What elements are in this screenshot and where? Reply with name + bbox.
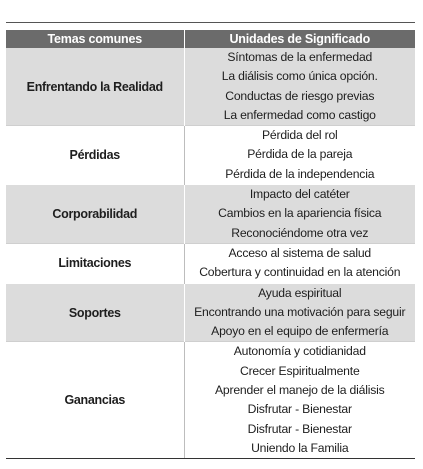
units-cell bbox=[184, 243, 415, 283]
themes-table bbox=[6, 30, 415, 459]
unit-item: Uniendo la Familia bbox=[251, 440, 349, 455]
units-cell bbox=[184, 48, 415, 126]
unit-item: Disfrutar - Bienestar bbox=[247, 402, 352, 417]
units-cell bbox=[184, 126, 415, 185]
table-header-row bbox=[6, 30, 415, 48]
table-row bbox=[6, 283, 415, 342]
table-row bbox=[6, 48, 415, 126]
theme-cell: Limitaciones bbox=[6, 243, 184, 283]
theme-cell: Enfrentando la Realidad bbox=[6, 48, 184, 126]
unit-item: Conductas de riesgo previas bbox=[225, 88, 375, 103]
unit-item: Pérdida de la independencia bbox=[225, 166, 375, 181]
unit-item: Pérdida de la pareja bbox=[247, 147, 353, 162]
unit-item: Impacto del catéter bbox=[249, 187, 350, 202]
unit-item: Disfrutar - Bienestar bbox=[247, 421, 352, 436]
theme-cell: Corporabilidad bbox=[6, 185, 184, 244]
unit-item: Ayuda espiritual bbox=[258, 285, 342, 300]
unit-item: Síntomas de la enfermedad bbox=[227, 50, 373, 64]
unit-item: Encontrando una motivación para seguir bbox=[194, 304, 406, 319]
theme-cell: Pérdidas bbox=[6, 126, 184, 185]
units-cell bbox=[184, 342, 415, 459]
table-row bbox=[6, 243, 415, 283]
top-rule bbox=[6, 22, 415, 23]
unit-item: La enfermedad como castigo bbox=[223, 107, 376, 122]
unit-item: Apoyo en el equipo de enfermería bbox=[211, 324, 389, 339]
units-cell bbox=[184, 185, 415, 244]
theme-cell: Soportes bbox=[6, 283, 184, 342]
unit-item: Acceso al sistema de salud bbox=[228, 245, 371, 260]
unit-item: Reconociéndome otra vez bbox=[231, 225, 369, 240]
unit-item: Crecer Espiritualmente bbox=[239, 363, 360, 378]
units-cell bbox=[184, 283, 415, 342]
table-row bbox=[6, 185, 415, 244]
unit-item: Aprender el manejo de la diálisis bbox=[214, 383, 385, 398]
table-row bbox=[6, 126, 415, 185]
unit-item: Cambios en la apariencia física bbox=[218, 206, 382, 221]
theme-cell: Ganancias bbox=[6, 342, 184, 459]
unit-item: Cobertura y continuidad en la atención bbox=[199, 265, 401, 280]
unit-item: Pérdida del rol bbox=[261, 128, 338, 143]
unit-item: Autonomía y cotidianidad bbox=[233, 344, 366, 359]
table-row bbox=[6, 342, 415, 459]
header-common-themes: Temas comunes bbox=[6, 30, 184, 48]
unit-item: La diálisis como única opción. bbox=[221, 69, 378, 84]
header-meaning-units: Unidades de Significado bbox=[184, 30, 415, 48]
